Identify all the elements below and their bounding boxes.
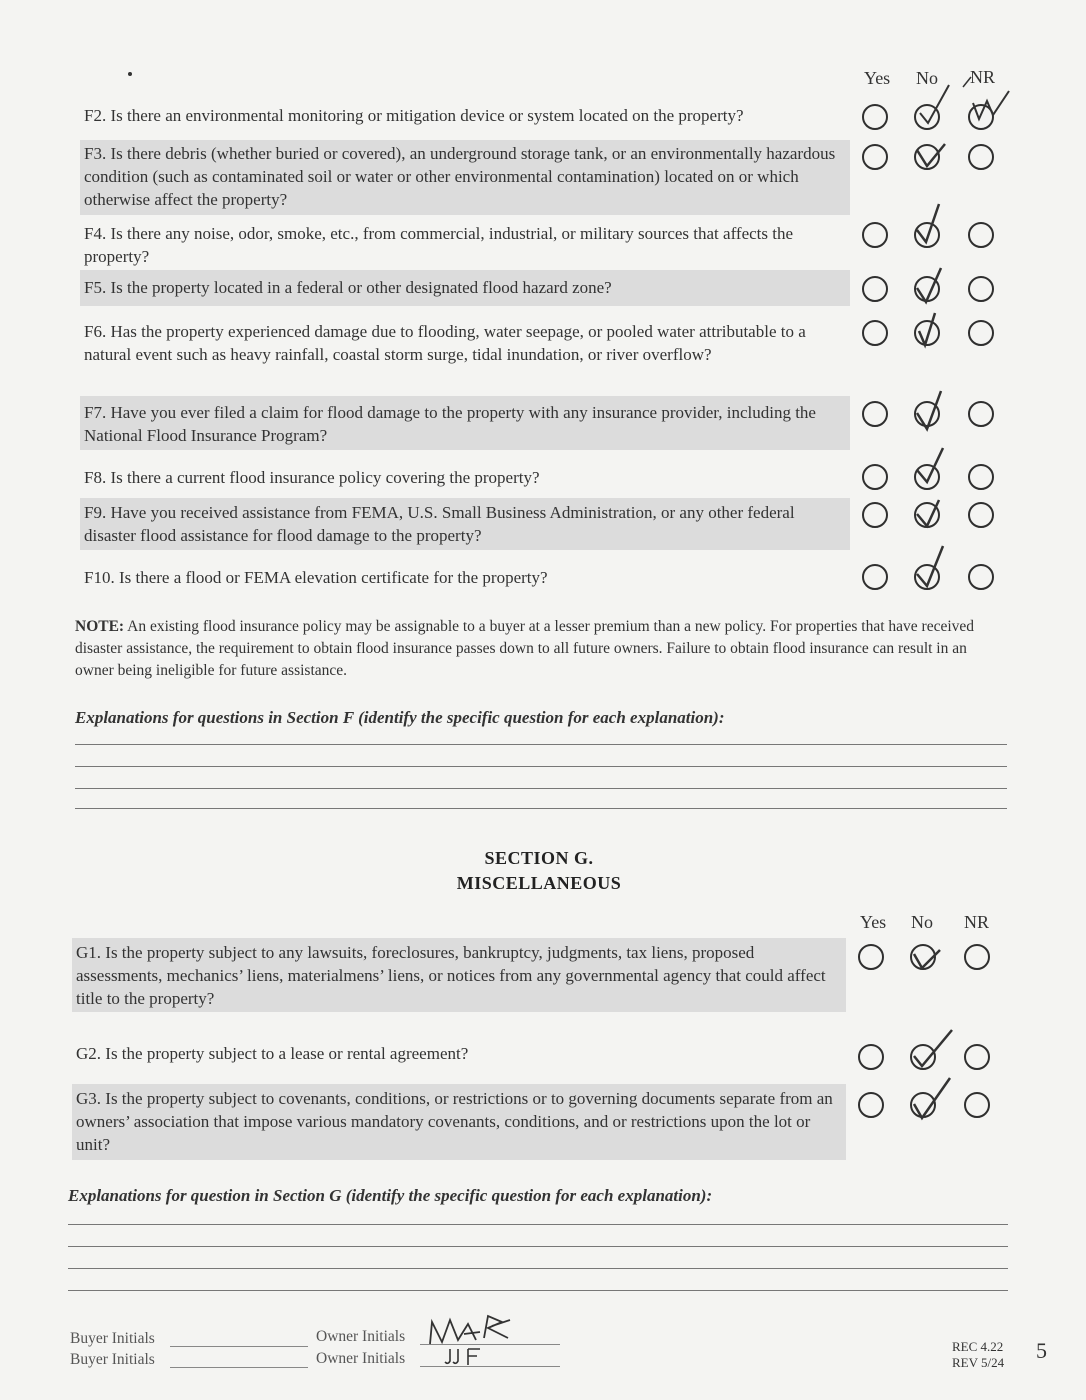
f6-nr-radio[interactable] (968, 320, 994, 346)
g2-yes-radio[interactable] (858, 1044, 884, 1070)
stray-mark (128, 72, 132, 76)
question-f5: F5. Is the property located in a federal or other designated flood hazard zone? (80, 270, 850, 306)
explanation-g-line-2[interactable] (68, 1246, 1008, 1247)
f6-yes-radio[interactable] (862, 320, 888, 346)
section-g-subtitle: MISCELLANEOUS (456, 873, 622, 893)
question-f10: F10. Is there a flood or FEMA elevation certificate for the property? (84, 568, 548, 587)
question-f6: F6. Has the property experienced damage due to flooding, water seepage, or pooled water attributable to a natural event such as heavy rainfall, coastal storm surge, tidal inundation, or river overflow? (84, 322, 806, 364)
f4-yes-radio[interactable] (862, 222, 888, 248)
explanation-g-line-4[interactable] (68, 1290, 1008, 1291)
g2-no-checkmark (900, 1024, 960, 1074)
buyer-initials-label-1: Buyer Initials (70, 1330, 155, 1347)
question-f9: F9. Have you received assistance from FEMA, U.S. Small Business Administration, or any other federal disaster flood assistance for flood damage to the property? (80, 498, 850, 550)
f7-nr-radio[interactable] (968, 401, 994, 427)
buyer-initials-line-2[interactable] (170, 1367, 308, 1368)
g1-nr-radio[interactable] (964, 944, 990, 970)
explanation-f-line-2[interactable] (75, 766, 1007, 767)
buyer-initials-label-2: Buyer Initials (70, 1351, 155, 1368)
explanations-g-label: Explanations for question in Section G (identify the specific question for each explanation): (68, 1186, 713, 1205)
f9-no-checkmark (905, 488, 955, 538)
f10-yes-radio[interactable] (862, 564, 888, 590)
note-text: An existing flood insurance policy may be assignable to a buyer at a lesser premium than a new policy. For properties that have received disaster assistance, the requirement to obtain flood insurance passes down to all future owners. Failure to obtain flood insurance can result in an owner being ineligible for future assistance. (75, 618, 975, 679)
question-f8: F8. Is there a current flood insurance policy covering the property? (84, 468, 540, 487)
explanation-f-line-3[interactable] (75, 788, 1007, 789)
f4-no-checkmark (905, 200, 955, 250)
f8-nr-radio[interactable] (968, 464, 994, 490)
explanation-g-line-3[interactable] (68, 1268, 1008, 1269)
question-f2: F2. Is there an environmental monitoring or mitigation device or system located on the property? (84, 106, 744, 125)
g-col-header-yes: Yes (860, 912, 887, 932)
question-f4: F4. Is there any noise, odor, smoke, etc., from commercial, industrial, or military sources that affects the property? (84, 224, 794, 266)
f5-yes-radio[interactable] (862, 276, 888, 302)
f10-no-checkmark (905, 540, 955, 590)
revision-code: REC 4.22 (952, 1339, 1004, 1354)
f7-no-checkmark (905, 385, 955, 435)
explanations-f-label: Explanations for questions in Section F (identify the specific question for each explanation): (75, 708, 725, 727)
g-col-header-no: No (911, 912, 933, 932)
g3-no-checkmark (900, 1074, 960, 1124)
explanation-f-line-4[interactable] (75, 808, 1007, 809)
owner-initials-label-1: Owner Initials (316, 1328, 406, 1345)
f2-yes-radio[interactable] (862, 104, 888, 130)
g1-no-checkmark (900, 932, 950, 982)
g3-nr-radio[interactable] (964, 1092, 990, 1118)
f5-nr-radio[interactable] (968, 276, 994, 302)
col-header-no: No (916, 68, 938, 88)
f10-nr-radio[interactable] (968, 564, 994, 590)
page-number: 5 (1036, 1338, 1047, 1363)
section-g-title: SECTION G. (484, 848, 594, 868)
explanation-f-line-1[interactable] (75, 744, 1007, 745)
f9-yes-radio[interactable] (862, 502, 888, 528)
f4-nr-radio[interactable] (968, 222, 994, 248)
buyer-initials-line-1[interactable] (170, 1346, 308, 1347)
f8-no-checkmark (905, 440, 955, 490)
question-f7: F7. Have you ever filed a claim for flood damage to the property with any insurance provider, including the National Flood Insurance Program? (80, 396, 850, 450)
f9-nr-radio[interactable] (968, 502, 994, 528)
col-header-nr: NR (970, 67, 996, 87)
f5-no-checkmark (905, 258, 955, 308)
owner-signature-2 (444, 1345, 494, 1367)
f3-yes-radio[interactable] (862, 144, 888, 170)
g-col-header-nr: NR (964, 912, 990, 932)
owner-signature-1 (424, 1308, 524, 1350)
g3-yes-radio[interactable] (858, 1092, 884, 1118)
question-g1: G1. Is the property subject to any lawsuits, foreclosures, bankruptcy, judgments, tax liens, proposed assessments, mechanics’ liens, materialmens’ liens, or notices from any governmental agency that could affect title to the property? (72, 938, 846, 1012)
f3-nr-radio[interactable] (968, 144, 994, 170)
note-label: NOTE: (75, 618, 125, 635)
owner-initials-label-2: Owner Initials (316, 1350, 406, 1367)
explanation-g-line-1[interactable] (68, 1224, 1008, 1225)
f8-yes-radio[interactable] (862, 464, 888, 490)
flood-insurance-note (75, 616, 993, 682)
col-header-yes: Yes (864, 68, 891, 88)
g2-nr-radio[interactable] (964, 1044, 990, 1070)
f7-yes-radio[interactable] (862, 401, 888, 427)
f2-no-checkmark (905, 75, 1015, 135)
f3-no-checkmark (905, 130, 955, 180)
revision-date: REV 5/24 (952, 1355, 1005, 1370)
f6-no-checkmark (905, 305, 955, 355)
question-g3: G3. Is the property subject to covenants, conditions, or restrictions or to governing documents separate from an owners’ association that impose various mandatory covenants, conditions, and or restrictions upon the lot or unit? (72, 1084, 846, 1160)
question-g2: G2. Is the property subject to a lease or rental agreement? (76, 1044, 469, 1063)
question-f3: F3. Is there debris (whether buried or covered), an underground storage tank, or an environmentally hazardous condition (such as contaminated soil or water or other environmental contamination) located on or which otherwise affect the property? (80, 140, 850, 215)
g1-yes-radio[interactable] (858, 944, 884, 970)
